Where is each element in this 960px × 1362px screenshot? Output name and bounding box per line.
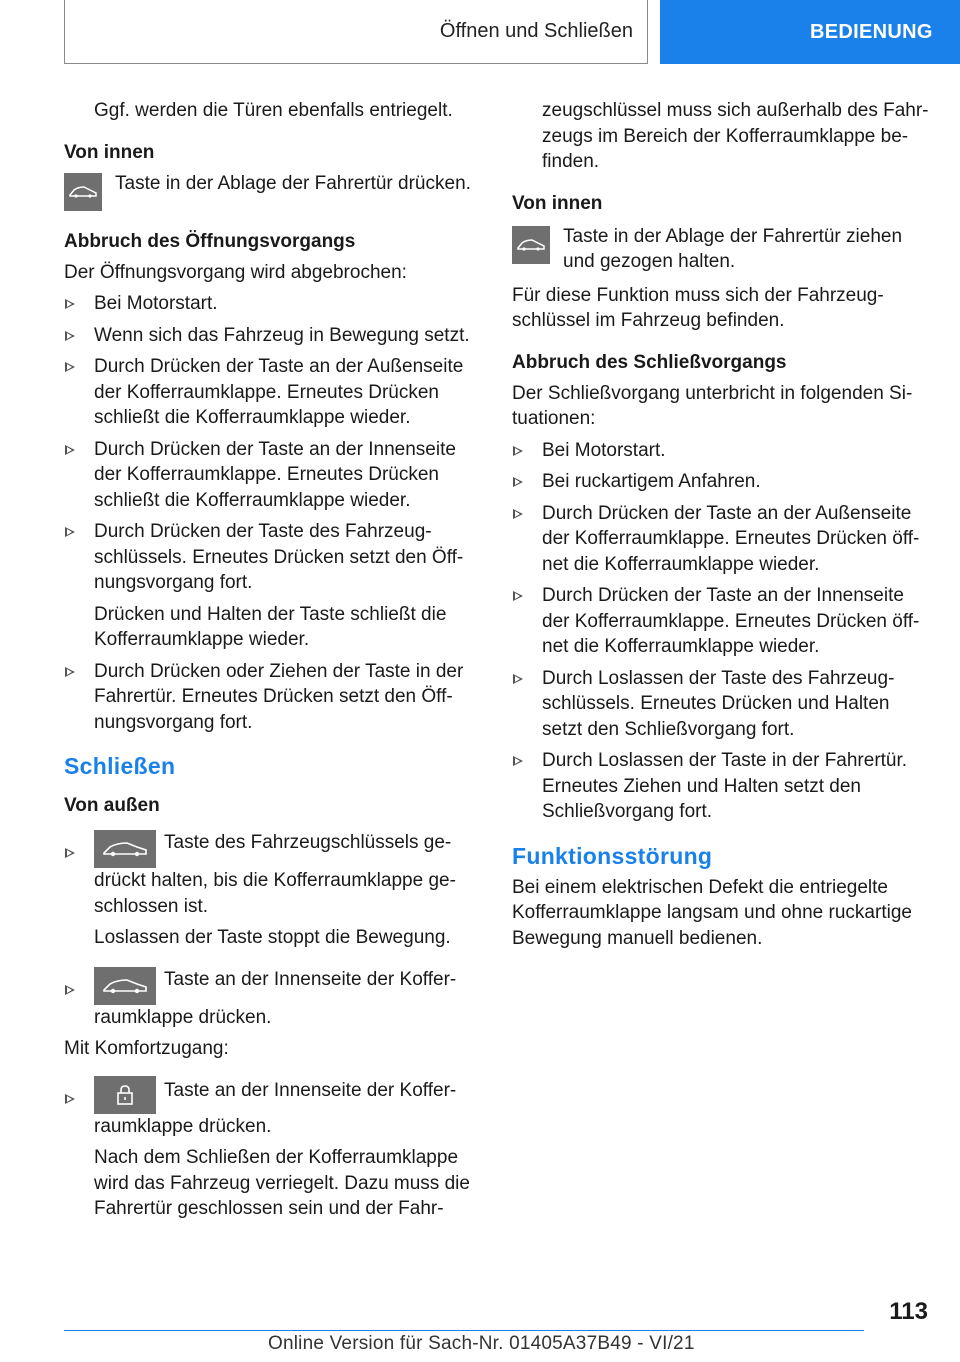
list-item: Durch Drücken der Taste an der Außenseite der Kofferraumklappe. Erneutes Drücken schließt die Kofferraumklappe wieder. <box>64 354 474 431</box>
list-item: Bei ruckartigem Anfahren. <box>512 469 932 495</box>
tailgate-button-icon <box>94 830 156 868</box>
list-item: Durch Drücken der Taste an der Innenseite der Kofferraumklappe. Erneutes Drücken schließt die Kofferraumklappe wieder. <box>64 437 474 514</box>
komfort-list <box>64 1076 474 1222</box>
von-innen-row <box>64 171 474 211</box>
von-innen-note: Für diese Funktion muss sich der Fahrzeug-schlüssel im Fahrzeug befinden. <box>512 284 884 331</box>
list-item: Wenn sich das Fahrzeug in Bewegung setzt. <box>64 323 474 349</box>
von-aussen-heading: Von außen <box>64 795 160 816</box>
section-tab: BEDIENUNG <box>660 0 960 64</box>
abbruch-intro-right: Der Schließvorgang unterbricht in folgenden Si-tuationen: <box>512 382 913 429</box>
chapter-title: Öffnen und Schließen <box>64 0 648 64</box>
von-innen-heading-right: Von innen <box>512 192 603 214</box>
bullet-triangle-icon <box>513 509 523 519</box>
bullet-triangle-icon <box>65 1094 75 1104</box>
footer-divider <box>64 1330 864 1331</box>
list-item: Durch Drücken der Taste an der Außenseite der Kofferraumklappe. Erneutes Drücken öff-net die Kofferraumklappe wieder. <box>512 501 932 578</box>
list-item: Durch Drücken der Taste an der Innenseite der Kofferraumklappe. Erneutes Drücken öff-net die Kofferraumklappe wieder. <box>512 583 932 660</box>
bullet-triangle-icon <box>513 756 523 766</box>
list-item: Bei Motorstart. <box>512 438 932 464</box>
abbruch-list-right <box>512 438 932 825</box>
lock-button-icon <box>94 1076 156 1114</box>
abbruch-intro: Der Öffnungsvorgang wird abgebrochen: <box>64 261 407 283</box>
right-column <box>512 98 932 957</box>
von-innen-text-right: Taste in der Ablage der Fahrertür ziehen und gezogen halten. <box>563 225 903 272</box>
list-item: Durch Drücken der Taste des Fahrzeug-schlüssels. Erneutes Drücken setzt den Öff-nungsvorgang fort. Drücken und Halten der Taste schließt die Kofferraumklappe wieder. <box>64 519 474 653</box>
bullet-triangle-icon <box>65 985 75 995</box>
list-item: Durch Loslassen der Taste in der Fahrertür. Erneutes Ziehen und Halten setzt den Schließvorgang fort. <box>512 748 932 825</box>
abbruch-heading-right: Abbruch des Schließvorgangs <box>512 351 787 373</box>
intro-text: Ggf. werden die Türen ebenfalls entriegelt. <box>94 100 453 121</box>
tailgate-button-icon <box>512 226 550 264</box>
bullet-triangle-icon <box>513 477 523 487</box>
list-item: Taste an der Innenseite der Koffer-raumklappe drücken. <box>64 967 474 1031</box>
komfort-label: Mit Komfortzugang: <box>64 1038 229 1059</box>
bullet-triangle-icon <box>65 667 75 677</box>
footer-version: Online Version für Sach-Nr. 01405A37B49 - VI/21 <box>268 1333 695 1354</box>
continuation-text: zeugschlüssel muss sich außerhalb des Fahr-zeugs im Bereich der Kofferraumklappe be-finden. <box>542 100 929 172</box>
abbruch-heading: Abbruch des Öffnungsvorgangs <box>64 230 356 252</box>
stoerung-heading: Funktionsstörung <box>512 842 713 869</box>
list-item: Taste des Fahrzeugschlüssels ge-drückt halten, bis die Kofferraumklappe ge-schlossen ist. Loslassen der Taste stoppt die Bewegung. <box>64 830 474 951</box>
list-item: Taste an der Innenseite der Koffer-raumklappe drücken. Nach dem Schließen der Kofferraumklappe wird das Fahrzeug verriegelt. Dazu muss die Fahrertür geschlossen sein und der Fahr- <box>64 1076 474 1222</box>
list-item: Bei Motorstart. <box>64 291 474 317</box>
bullet-triangle-icon <box>513 446 523 456</box>
page-number: 113 <box>889 1298 928 1325</box>
left-column <box>64 98 474 1228</box>
list-item: Durch Loslassen der Taste des Fahrzeug-schlüssels. Erneutes Drücken und Halten setzt den Schließvorgang fort. <box>512 666 932 743</box>
list-item: Durch Drücken oder Ziehen der Taste in der Fahrertür. Erneutes Drücken setzt den Öff-nungsvorgang fort. <box>64 659 474 736</box>
bullet-triangle-icon <box>65 299 75 309</box>
bullet-triangle-icon <box>513 591 523 601</box>
von-innen-text: Taste in der Ablage der Fahrertür drücken. <box>115 172 471 194</box>
abbruch-list <box>64 291 474 735</box>
bullet-triangle-icon <box>65 331 75 341</box>
aussen-list <box>64 830 474 1030</box>
tailgate-button-icon <box>94 967 156 1005</box>
bullet-triangle-icon <box>65 362 75 372</box>
bullet-triangle-icon <box>513 674 523 684</box>
bullet-triangle-icon <box>65 848 75 858</box>
schliessen-heading: Schließen <box>64 753 176 779</box>
bullet-triangle-icon <box>65 527 75 537</box>
von-innen-row-right <box>512 224 932 275</box>
stoerung-text: Bei einem elektrischen Defekt die entriegelte Kofferraumklappe langsam und ohne ruckartige Bewegung manuell bedienen. <box>512 876 912 949</box>
von-innen-heading: Von innen <box>64 141 155 163</box>
bullet-triangle-icon <box>65 445 75 455</box>
page-header <box>0 0 960 66</box>
tailgate-button-icon <box>64 173 102 211</box>
